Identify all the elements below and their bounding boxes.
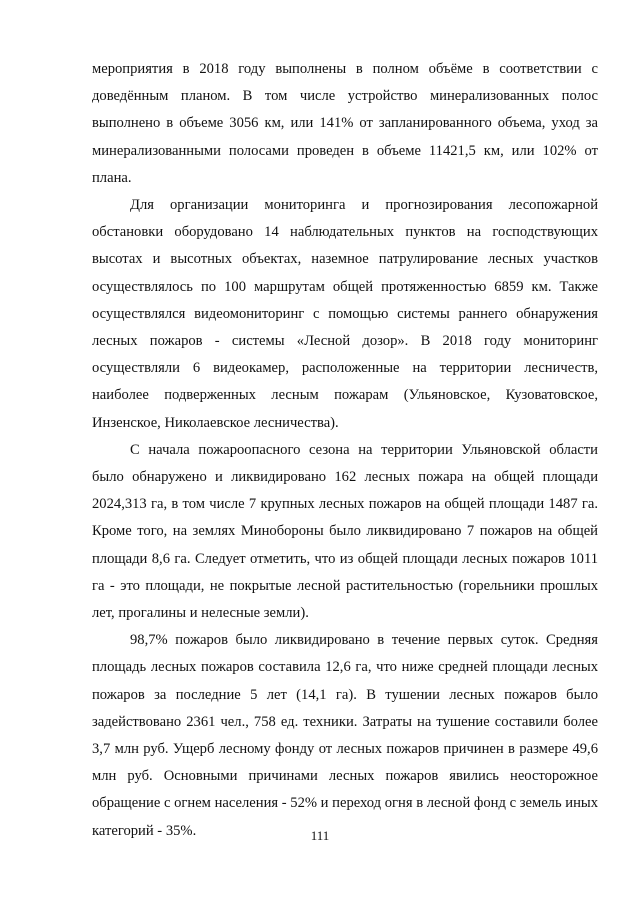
document-page	[92, 56, 598, 845]
paragraph-1: мероприятия в 2018 году выполнены в полном объёме в соответствии с доведённым планом. В том числе устройство минерализованных полос выполнено в объеме 3056 км, или 141% от запланированного объема, уход за минерализованными полосами проведен в объеме 11421,5 км, или 102% от плана.	[92, 61, 598, 186]
paragraph-3: С начала пожароопасного сезона на территории Ульяновской области было обнаружено и ликвидировано 162 лесных пожара на общей площади 2024,313 га, в том числе 7 крупных лесных пожаров на общей площади 1487 га. Кроме того, на землях Минобороны было ликвидировано 7 пожаров на общей площади 8,6 га. Следует отметить, что из общей площади лесных пожаров 1011 га - это площади, не покрытые лесной растительностью (горельники прошлых лет, прогалины и нелесные земли).	[92, 441, 598, 622]
page-number: 111	[310, 828, 330, 843]
paragraph-2: Для организации мониторинга и прогнозирования лесопожарной обстановки оборудовано 14 наблюдательных пунктов на господствующих высотах и высотных объектах, наземное патрулирование лесных участков осуществлялось по 100 маршрутам общей протяженностью 6859 км. Также осуществлялся видеомониторинг с помощью системы раннего обнаружения лесных пожаров - системы «Лесной дозор». В 2018 году мониторинг осуществляли 6 видеокамер, расположенные на территории лесничеств, наиболее подверженных лесным пожарам (Ульяновское, Кузоватовское, Инзенское, Николаевское лесничества).	[92, 197, 598, 431]
paragraph-4: 98,7% пожаров было ликвидировано в течение первых суток. Средняя площадь лесных пожаров составила 12,6 га, что ниже средней площади лесных пожаров за последние 5 лет (14,1 га). В тушении лесных пожаров было задействовано 2361 чел., 758 ед. техники. Затраты на тушение составили более 3,7 млн руб. Ущерб лесному фонду от лесных пожаров причинен в размере 49,6 млн руб. Основными причинами лесных пожаров явились неосторожное обращение с огнем населения - 52% и переход огня в лесной фонд с земель иных категорий - 35%.	[92, 632, 598, 839]
